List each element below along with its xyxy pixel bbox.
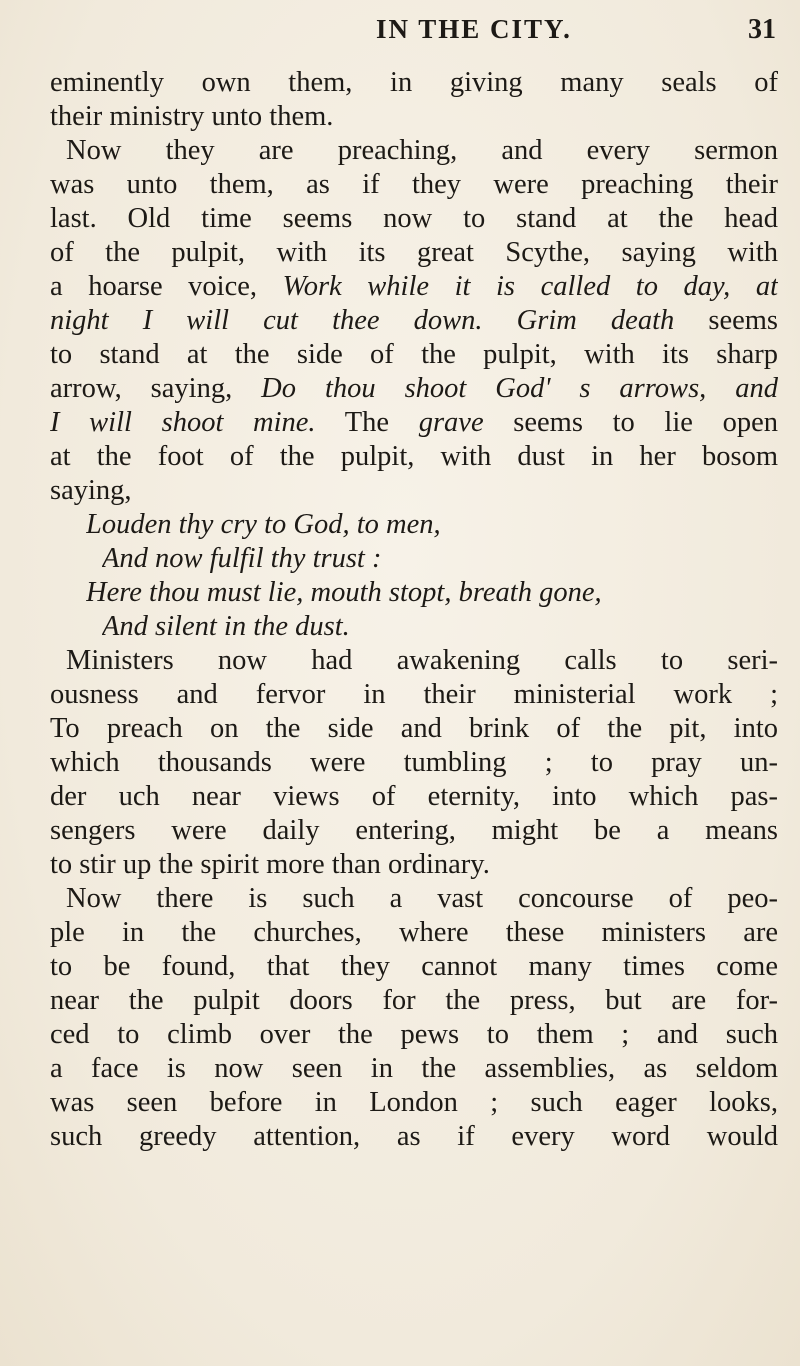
- text-run: sengers were daily entering, might be a means: [50, 815, 778, 846]
- text-run: der uch near views of eternity, into which pas-: [50, 781, 778, 812]
- text-run: Ministers now had awakening calls to seri-: [66, 645, 778, 676]
- text-run: such greedy attention, as if every word would: [50, 1121, 778, 1152]
- text-run: ced to climb over the pews to them ; and such: [50, 1019, 778, 1050]
- text-run: [483, 305, 517, 336]
- text-run: saying,: [50, 475, 132, 506]
- text-run: near the pulpit doors for the press, but are for-: [50, 985, 778, 1016]
- italic-text-run: Here thou must lie, mouth stopt, breath gone,: [86, 577, 602, 608]
- text-run: Now there is such a vast concourse of peo-: [66, 883, 778, 914]
- text-run: last. Old time seems now to stand at the head: [50, 203, 778, 234]
- text-run: to stand at the side of the pulpit, with its sharp: [50, 339, 778, 370]
- text-run: to stir up the spirit more than ordinary.: [50, 849, 490, 880]
- text-run: of the pulpit, with its great Scythe, saying with: [50, 237, 778, 268]
- text-run: seems to lie open: [483, 407, 778, 438]
- italic-text-run: And silent in the dust.: [102, 611, 350, 642]
- text-run: was unto them, as if they were preaching their: [50, 169, 778, 200]
- text-run: The: [315, 407, 419, 438]
- italic-text-run: grave: [418, 407, 484, 438]
- text-run: a face is now seen in the assemblies, as seldom: [50, 1053, 778, 1084]
- text-run: To preach on the side and brink of the pit, into: [50, 713, 778, 744]
- text-run: seems: [674, 305, 778, 336]
- text-run: to be found, that they cannot many times come: [50, 951, 778, 982]
- text-run: which thousands were tumbling ; to pray un-: [50, 747, 778, 778]
- text-run: Now they are preaching, and every sermon: [66, 135, 778, 166]
- italic-text-run: Do thou shoot God' s arrows, and: [261, 373, 778, 404]
- text-run: ousness and fervor in their ministerial work ;: [50, 679, 778, 710]
- running-title: IN THE CITY.: [376, 14, 572, 44]
- italic-text-run: night I will cut thee down.: [50, 305, 483, 336]
- page-number: 31: [748, 14, 776, 45]
- text-run: their ministry unto them.: [50, 101, 334, 132]
- text-run: arrow, saying,: [50, 373, 262, 404]
- italic-text-run: And now fulfil thy trust :: [102, 543, 382, 574]
- text-run: a hoarse voice,: [50, 271, 283, 302]
- italic-text-run: Louden thy cry to God, to men,: [86, 509, 441, 540]
- italic-text-run: Grim death: [516, 305, 675, 336]
- text-run: at the foot of the pulpit, with dust in her bosom: [50, 441, 778, 472]
- text-run: eminently own them, in giving many seals of: [50, 67, 778, 98]
- text-run: was seen before in London ; such eager looks,: [50, 1087, 778, 1118]
- text-line: [50, 1116, 778, 1158]
- running-head: [0, 14, 800, 54]
- text-run: ple in the churches, where these ministers are: [50, 917, 778, 948]
- italic-text-run: Work while it is called to day, at: [282, 271, 778, 302]
- italic-text-run: I will shoot mine.: [50, 407, 316, 438]
